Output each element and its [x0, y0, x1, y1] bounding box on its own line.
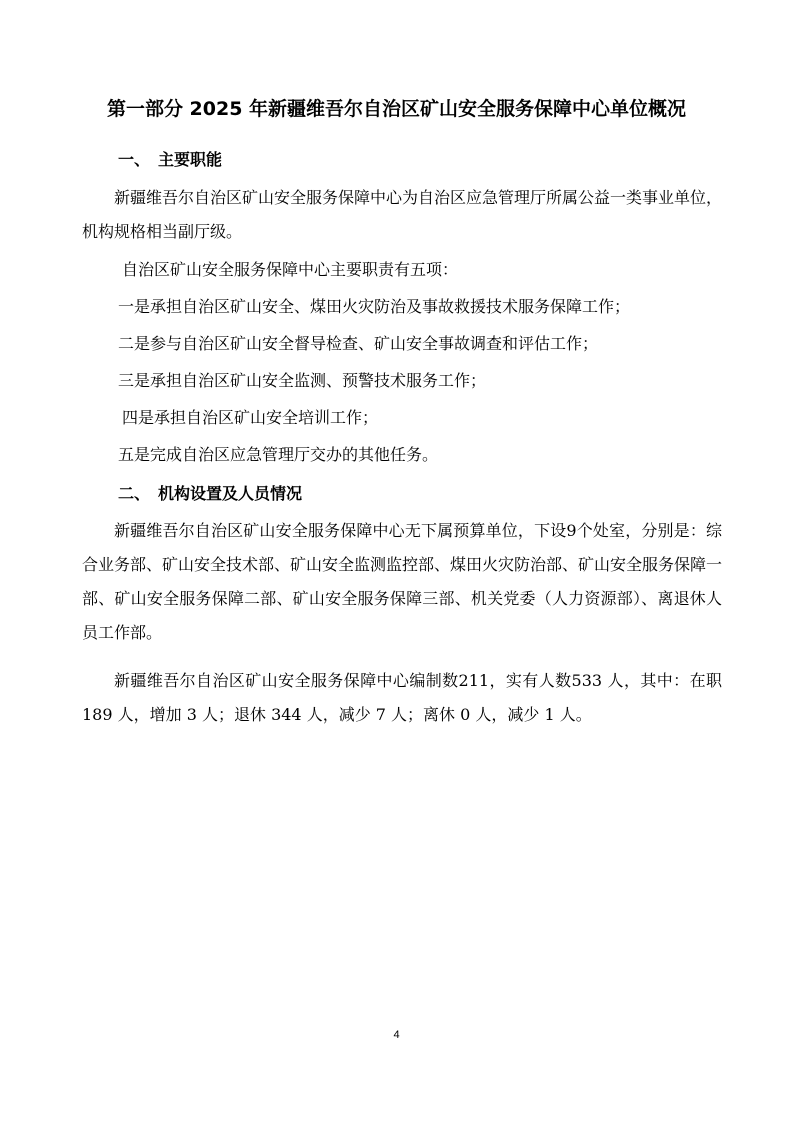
page-number: 4: [393, 1029, 400, 1041]
duties-lead-line: 自治区矿山安全服务保障中心主要职责有五项：: [122, 260, 459, 279]
staffing-paragraph: 新疆维吾尔自治区矿山安全服务保障中心编制数211，实有人数533 人，其中：在职 189 人，增加 3 人；退休 344 人，减少 7 人；离休 0 人，减少 1 人。: [82, 671, 722, 724]
page-title: 第一部分 2025 年新疆维吾尔自治区矿山安全服务保障中心单位概况: [106, 98, 687, 120]
functions-intro-paragraph: 新疆维吾尔自治区矿山安全服务保障中心为自治区应急管理厅所属公益一类事业单位，机构规格相当副厅级。: [82, 188, 723, 241]
section-heading-functions: [118, 148, 222, 172]
duty-item: 四是承担自治区矿山安全培训工作；: [122, 408, 379, 427]
section-heading-organization: [118, 482, 302, 506]
section-number: 二、: [118, 484, 151, 503]
duty-item: 五是完成自治区应急管理厅交办的其他任务。: [118, 445, 439, 464]
duty-item: 三是承担自治区矿山安全监测、预警技术服务工作；: [118, 371, 487, 390]
organization-paragraph: 新疆维吾尔自治区矿山安全服务保障中心无下属预算单位，下设9个处室，分别是：综合业务部、矿山安全技术部、矿山安全监测监控部、煤田火灾防治部、矿山安全服务保障一部、矿山安全服务保障二部、矿山安全服务保障三部、机关党委（人力资源部）、离退休人员工作部。: [82, 521, 723, 642]
section-number: 一、: [118, 150, 151, 169]
section-title: 机构设置及人员情况: [158, 484, 303, 503]
duty-item: 二是参与自治区矿山安全督导检查、矿山安全事故调查和评估工作；: [118, 334, 599, 353]
section-title: 主要职能: [158, 150, 223, 169]
duty-item: 一是承担自治区矿山安全、煤田火灾防治及事故救援技术服务保障工作；: [118, 297, 631, 316]
